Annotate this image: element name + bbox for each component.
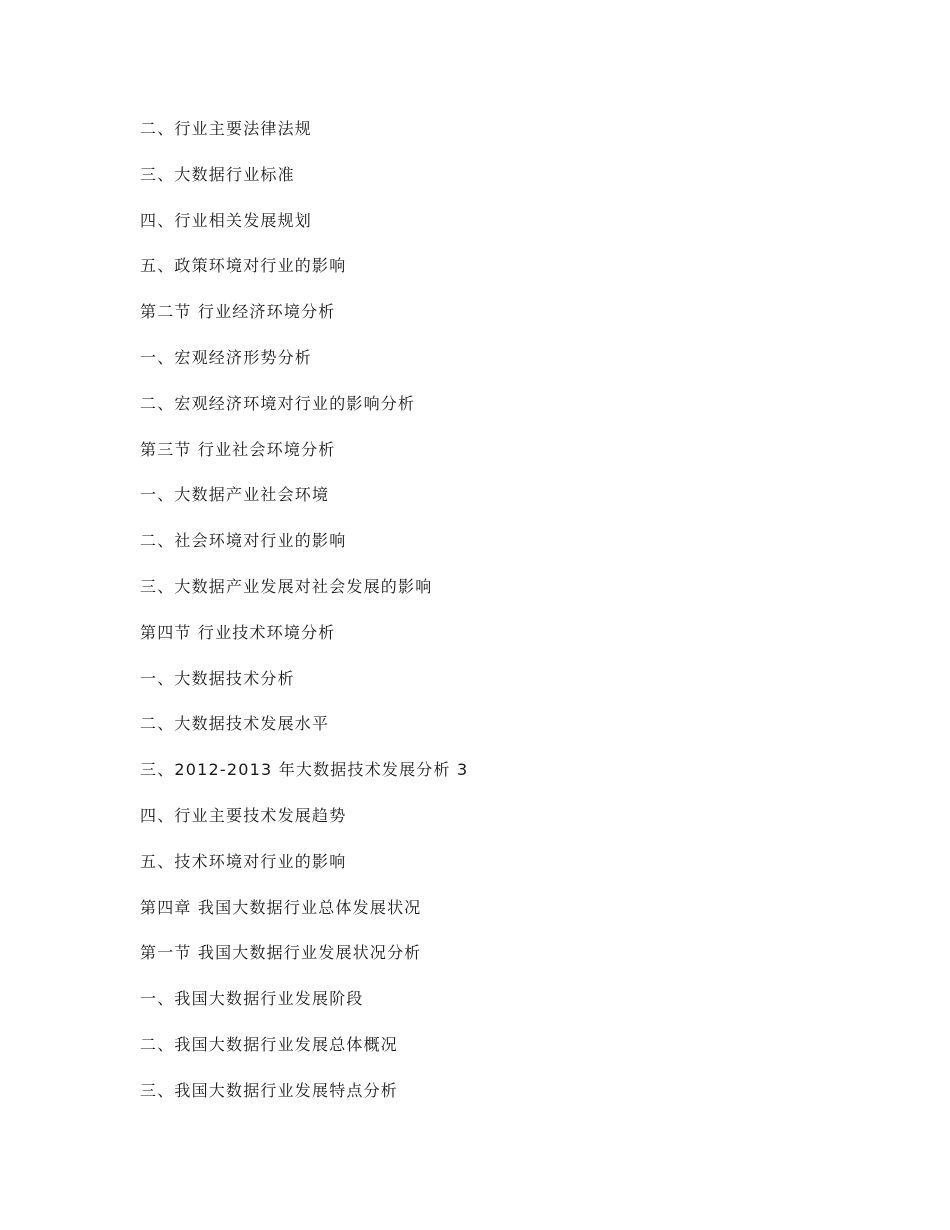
toc-line: 一、宏观经济形势分析 (140, 347, 313, 367)
toc-line: 第三节 行业社会环境分析 (140, 439, 336, 459)
toc-line: 四、行业主要技术发展趋势 (140, 805, 347, 825)
toc-line: 三、大数据产业发展对社会发展的影响 (140, 576, 433, 596)
toc-line: 五、技术环境对行业的影响 (140, 851, 347, 871)
toc-line: 五、政策环境对行业的影响 (140, 256, 347, 276)
toc-line: 二、我国大数据行业发展总体概况 (140, 1034, 399, 1054)
toc-line: 第四章 我国大数据行业总体发展状况 (140, 897, 422, 917)
toc-line: 一、大数据产业社会环境 (140, 485, 330, 505)
toc-line: 四、行业相关发展规划 (140, 210, 313, 230)
toc-line: 第二节 行业经济环境分析 (140, 302, 336, 322)
toc-line: 第四节 行业技术环境分析 (140, 622, 336, 642)
toc-line: 三、2012-2013 年大数据技术发展分析 3 (140, 760, 469, 780)
toc-line: 三、我国大数据行业发展特点分析 (140, 1080, 399, 1100)
toc-line: 二、大数据技术发展水平 (140, 714, 330, 734)
toc-line: 三、大数据行业标准 (140, 164, 295, 184)
toc-line: 第一节 我国大数据行业发展状况分析 (140, 943, 422, 963)
toc-line: 一、我国大数据行业发展阶段 (140, 989, 364, 1009)
toc-line: 二、宏观经济环境对行业的影响分析 (140, 393, 416, 413)
toc-line: 一、大数据技术分析 (140, 668, 295, 688)
toc-line: 二、行业主要法律法规 (140, 119, 313, 138)
toc-line: 二、社会环境对行业的影响 (140, 531, 347, 551)
table-of-contents (140, 116, 468, 1124)
